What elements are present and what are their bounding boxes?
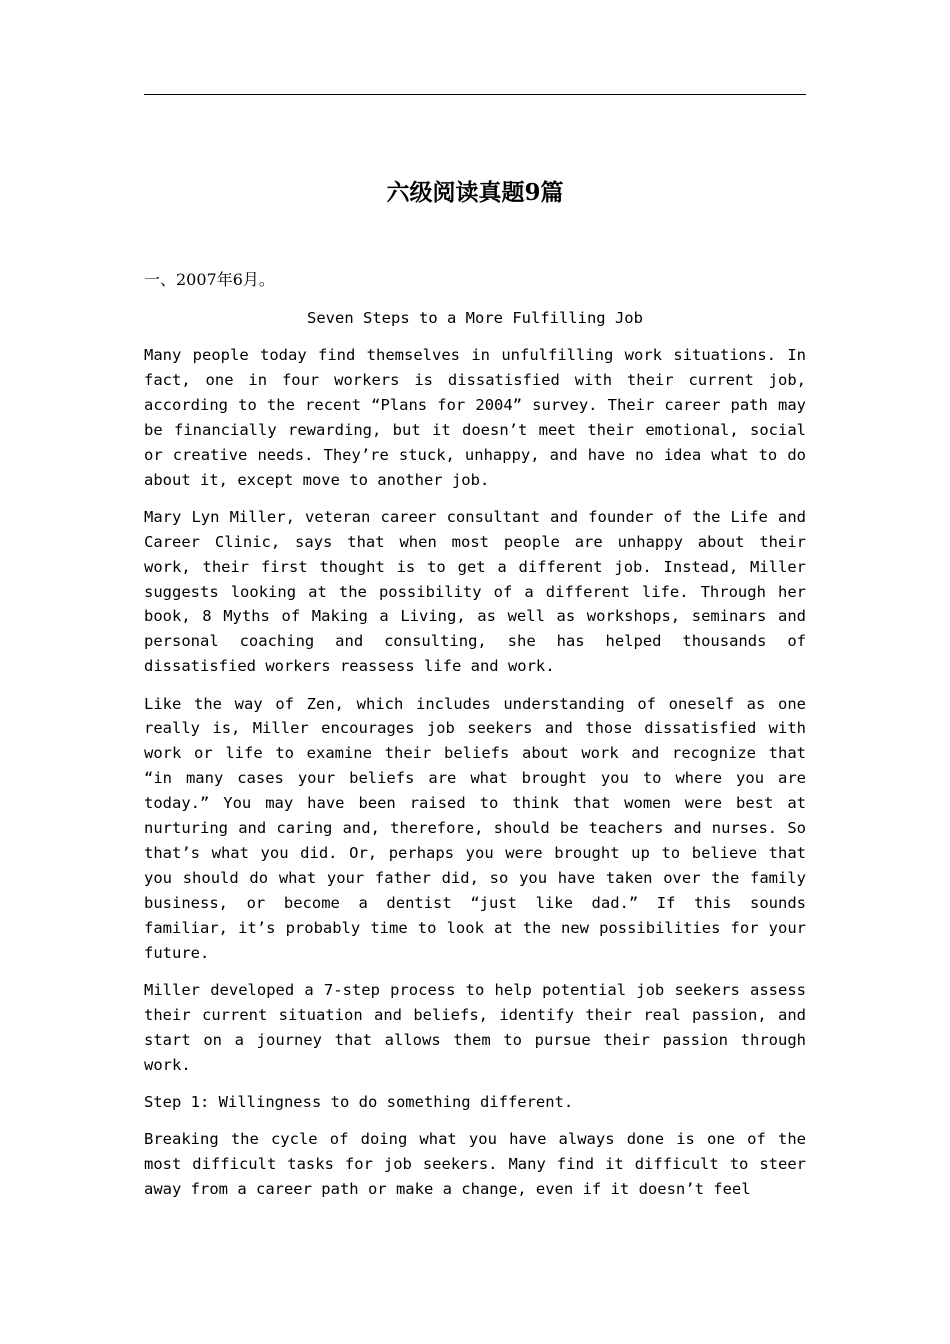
document-title: 六级阅读真题9篇 <box>386 179 564 206</box>
step-1-heading: Step 1: Willingness to do something different. <box>144 1092 574 1111</box>
paragraph-2: Mary Lyn Miller, veteran career consultant and founder of the Life and Career Clinic, says that when most people are unhappy about their work, their first thought is to get a different job. Instead, Miller suggests looking at the possibility of a different life. Through her book, 8 Myths of Making a Living, as well as workshops, seminars and personal coaching and consulting, she has helped thousands of dissatisfied workers reassess life and work. <box>144 507 806 676</box>
header-rule <box>144 94 806 95</box>
paragraph-6: Breaking the cycle of doing what you have always done is one of the most difficult tasks for job seekers. Many find it difficult to steer away from a career path or make a change, even if it doesn’t feel <box>144 1130 806 1199</box>
article-body <box>144 343 806 1214</box>
section-heading: 一、2007年6月。 <box>144 270 275 289</box>
article-title: Seven Steps to a More Fulfilling Job <box>307 309 643 327</box>
paragraph-1: Many people today find themselves in unfulfilling work situations. In fact, one in four workers is dissatisfied with their current job, according to the recent “Plans for 2004” survey. Their career path may be financially rewarding, but it doesn’t meet their emotional, social or creative needs. They’re stuck, unhappy, and have no idea what to do about it, except move to another job. <box>144 346 806 489</box>
paragraph-3: Like the way of Zen, which includes understanding of oneself as one really is, Miller encourages job seekers and those dissatisfied with work or life to examine their beliefs about work and recognize that “in many cases your beliefs are what brought you to where you are today.” You may have been raised to think that women were best at nurturing and caring and, therefore, should be teachers and nurses. So that’s what you did. Or, perhaps you were brought up to believe that you should do what your father did, so you have taken over the family business, or become a dentist “just like dad.” If this sounds familiar, it’s probably time to look at the new possibilities for your future. <box>144 694 806 962</box>
paragraph-4: Miller developed a 7-step process to help potential job seekers assess their current situation and beliefs, identify their real passion, and start on a journey that allows them to pursue their passion through work. <box>144 980 806 1074</box>
